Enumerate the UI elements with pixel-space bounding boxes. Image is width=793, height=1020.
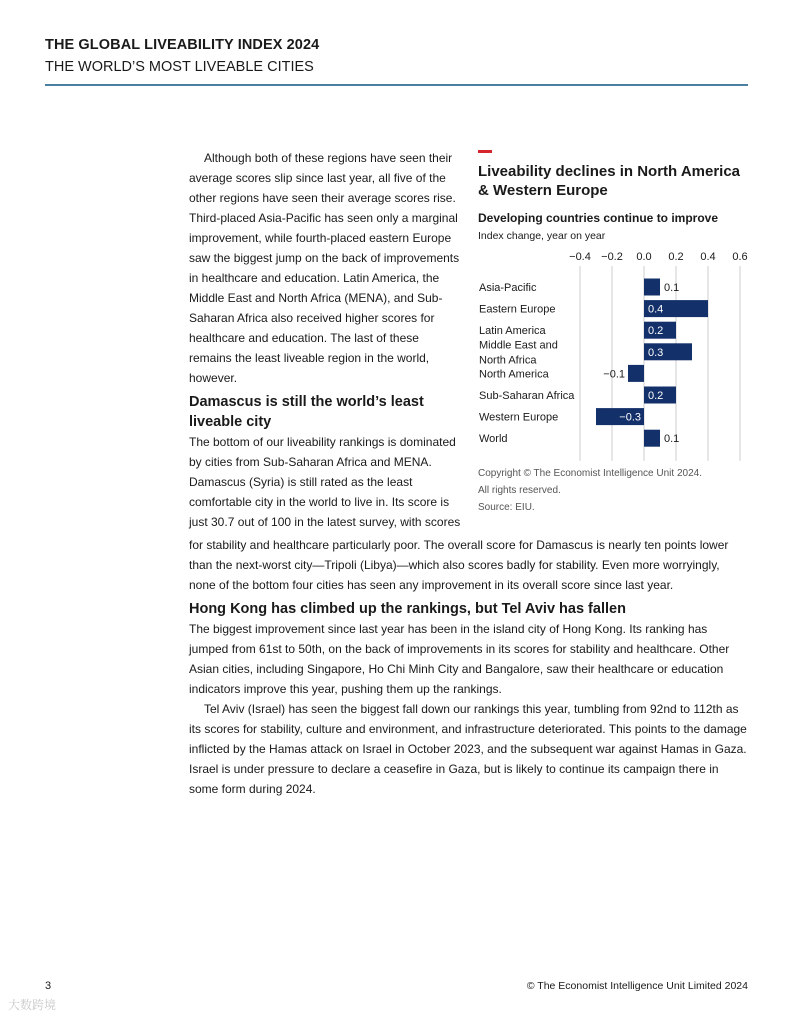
- category-label: North America: [479, 368, 549, 381]
- category-label: Sub-Saharan Africa: [479, 390, 575, 402]
- category-label: Western Europe: [479, 411, 559, 424]
- data-label: 0.1: [664, 433, 680, 446]
- left-column: [189, 148, 461, 532]
- bar: [644, 279, 660, 296]
- report-title: THE GLOBAL LIVEABILITY INDEX 2024: [45, 37, 320, 53]
- watermark: 大数跨境: [8, 998, 57, 1012]
- chart-title: Liveability declines in North America & Western Europe: [478, 163, 741, 199]
- category-label: North Africa: [479, 354, 537, 367]
- chart-unit-label: Index change, year on year: [478, 230, 606, 242]
- page-number: 3: [45, 980, 52, 992]
- paragraph-regions: Although both of these regions have seen their average scores slip since last year, all five of the other regions have seen their average scores rise. Third-placed Asia-Pacific has seen only a marginal improvement, while fourth-placed eastern Europe saw the biggest jump on the back of improvements in healthcare and education. Latin America, the Middle East and North Africa (MENA), and Sub-Saharan Africa also received higher scores for healthcare and education. The last of these remains the least liveable region in the world, however.: [189, 151, 460, 385]
- footer-copyright: © The Economist Intelligence Unit Limited 2024: [526, 980, 748, 992]
- liveability-chart: [478, 150, 748, 516]
- x-tick-label: −0.2: [601, 251, 623, 263]
- category-label: Latin America: [479, 325, 546, 338]
- category-label: Asia-Pacific: [479, 282, 537, 294]
- chart-subtitle: Developing countries continue to improve: [478, 211, 719, 225]
- paragraph-damascus-cont: for stability and healthcare particularly poor. The overall score for Damascus is nearly ten points lower than the next-worst city—Tripoli (Libya)—which also scores badly for stability. Even more worryingly, none of the bottom four cities has seen any improvement in its overall score since last year.: [189, 538, 729, 592]
- page-header: [45, 36, 747, 77]
- bar: [644, 430, 660, 447]
- data-label: 0.3: [648, 346, 664, 359]
- data-label: 0.4: [648, 303, 664, 316]
- category-label: World: [479, 433, 508, 446]
- chart-copyright: Copyright © The Economist Intelligence Unit 2024.: [478, 468, 702, 479]
- x-tick-label: 0.6: [732, 251, 748, 263]
- data-label: 0.2: [648, 325, 664, 338]
- heading-damascus: Damascus is still the world’s least liveable city: [189, 394, 424, 430]
- paragraph-tel-aviv: Tel Aviv (Israel) has seen the biggest fall down our rankings this year, tumbling from 92nd to 112th as its scores for stability, culture and environment, and infrastructure deteriorated. This points to the damage inflicted by the Hamas attack on Israel in October 2023, and the subsequent war against Hamas in Gaza. Israel is under pressure to declare a ceasefire in Gaza, but is likely to continue its campaign there in some form during 2024.: [189, 702, 747, 796]
- data-label: 0.2: [648, 390, 664, 402]
- data-label: −0.1: [603, 368, 625, 381]
- chart-plot: [478, 247, 748, 461]
- x-tick-label: −0.4: [569, 251, 591, 263]
- bar: [628, 365, 644, 382]
- x-tick-label: 0.2: [668, 251, 684, 263]
- full-width-text: [189, 535, 749, 799]
- x-tick-label: 0.4: [700, 251, 716, 263]
- data-label: 0.1: [664, 282, 680, 294]
- chart-source: Source: EIU.: [478, 502, 535, 513]
- chart-accent-bar: [478, 150, 492, 153]
- header-rule: [45, 84, 748, 86]
- x-tick-label: 0.0: [636, 251, 652, 263]
- chart-notes: [478, 465, 748, 516]
- heading-hong-kong: Hong Kong has climbed up the rankings, but Tel Aviv has fallen: [189, 601, 626, 617]
- category-label: Middle East and: [479, 339, 558, 352]
- chart-rights: All rights reserved.: [478, 485, 561, 496]
- category-label: Eastern Europe: [479, 303, 556, 316]
- data-label: −0.3: [619, 411, 641, 424]
- report-subtitle: THE WORLD’S MOST LIVEABLE CITIES: [45, 59, 314, 75]
- paragraph-damascus: The bottom of our liveability rankings is dominated by cities from Sub-Saharan Africa and MENA. Damascus (Syria) is still rated as the least comfortable city in the world to live in. Its score is just 30.7 out of 100 in the latest survey, with scores: [189, 435, 461, 529]
- paragraph-hong-kong: The biggest improvement since last year has been in the island city of Hong Kong. Its ranking has jumped from 61st to 50th, on the back of improvements in its scores for stability and healthcare. Other Asian cities, including Singapore, Ho Chi Minh City and Bangalore, saw their healthcare or education indicators improve this year, pushing them up the rankings.: [189, 622, 730, 696]
